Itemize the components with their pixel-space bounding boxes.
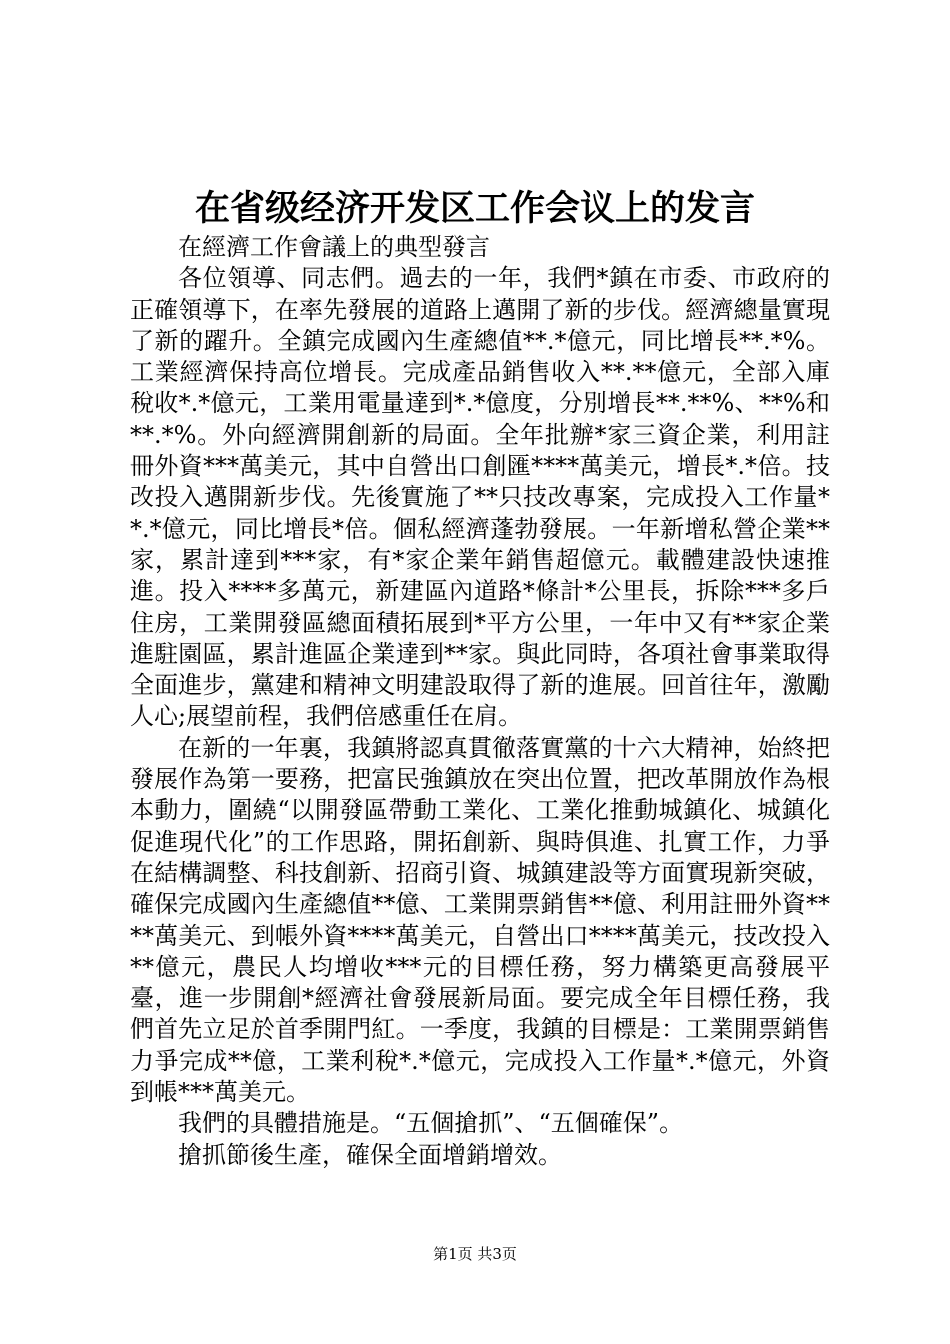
- page-footer: 第1页 共3页: [433, 1245, 517, 1263]
- paragraph-production: 搶抓節後生產，確保全面增銷增效。: [178, 1140, 562, 1169]
- paragraph-review: 各位領導、同志們。過去的一年，我們*鎮在市委、市政府的正確領導下，在率先發展的道路上邁開了新的步伐。經濟總量實現了新的躍升。全鎮完成國內生產總值**.*億元，同比增長**.*%。工業經濟保持高位增長。完成產品銷售收入**.**億元，全部入庫稅收*.*億元，工業用電量達到*.*億度，分別增長**.**%、**%和**.*%。外向經濟開創新的局面。全年批辦*家三資企業，利用註冊外資***萬美元，其中自營出口創匯****萬美元，增長*.*倍。技改投入邁開新步伐。先後實施了**只技改專案，完成投入工作量**.*億元，同比增長*倍。個私經濟蓬勃發展。一年新增私營企業**家，累計達到***家，有*家企業年銷售超億元。載體建設快速推進。投入****多萬元，新建區內道路*條計*公里長，拆除***多戶住房，工業開發區總面積拓展到*平方公里，一年中又有**家企業進駐園區，累計進區企業達到**家。與此同時，各項社會事業取得全面進步，黨建和精神文明建設取得了新的進展。回首往年，激勵人心;展望前程，我們倍感重任在肩。: [130, 264, 830, 731]
- document-body: [130, 232, 830, 1171]
- paragraph-plan: 在新的一年裏，我鎮將認真貫徹落實黨的十六大精神，始終把發展作為第一要務，把富民強鎮放在突出位置，把改革開放作為根本動力，圍繞“以開發區帶動工業化、工業化推動城鎮化、城鎮化促進現代化”的工作思路，開拓創新、與時俱進、扎實工作，力爭在結構調整、科技創新、招商引資、城鎮建設等方面實現新突破，確保完成國內生產總值**億、工業開票銷售**億、利用註冊外資****萬美元、到帳外資****萬美元，自營出口****萬美元，技改投入**億元，農民人均增收***元的目標任務，努力構築更高發展平臺，進一步開創*經濟社會發展新局面。要完成全年目標任務，我們首先立足於首季開門紅。一季度，我鎮的目標是：工業開票銷售力爭完成**億，工業利稅*.*億元，完成投入工作量*.*億元，外資到帳***萬美元。: [130, 733, 830, 1107]
- document-title: 在省级经济开发区工作会议上的发言: [194, 189, 755, 229]
- paragraph-subtitle: 在經濟工作會議上的典型發言: [178, 233, 490, 261]
- paragraph-measures: 我們的具體措施是。“五個搶抓”、“五個確保”。: [178, 1109, 684, 1138]
